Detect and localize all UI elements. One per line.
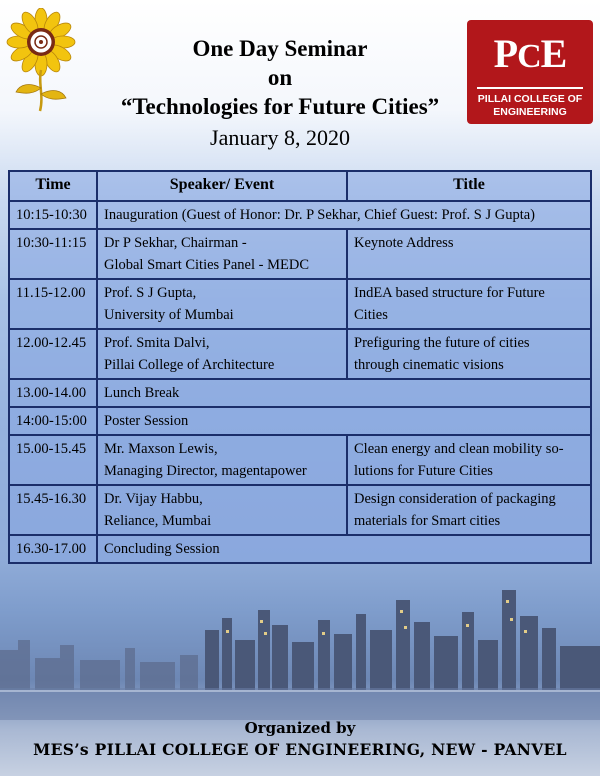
row-speaker: Dr P Sekhar, Chairman - Global Smart Cities Panel - MEDC	[97, 229, 347, 279]
sunflower-emblem-icon	[6, 8, 76, 112]
seminar-title-line1: One Day Seminar	[192, 36, 368, 61]
table-header-row	[9, 171, 591, 201]
row-event: Concluding Session	[97, 535, 591, 563]
college-logo	[467, 20, 593, 124]
row-time: 11.15-12.00	[9, 279, 97, 329]
city-skyline-image	[0, 570, 600, 720]
organizer-footer	[0, 717, 600, 761]
seminar-date: January 8, 2020	[210, 125, 350, 150]
organized-by-label: Organized by	[244, 719, 356, 737]
row-title: Prefiguring the future of cities through cinematic visions	[347, 329, 591, 379]
row-event: Poster Session	[97, 407, 591, 435]
logo-name: PILLAI COLLEGE OF ENGINEERING	[477, 87, 583, 119]
table-row	[9, 229, 591, 279]
table-row	[9, 379, 591, 407]
header-title: Title	[347, 171, 591, 201]
row-time: 16.30-17.00	[9, 535, 97, 563]
logo-mark: PCE	[493, 31, 567, 76]
row-time: 15.45-16.30	[9, 485, 97, 535]
organizer-name: MES’s PILLAI COLLEGE OF ENGINEERING, NEW - PANVEL	[33, 740, 567, 759]
row-speaker: Prof. Smita Dalvi, Pillai College of Architecture	[97, 329, 347, 379]
table-row	[9, 407, 591, 435]
header-time: Time	[9, 171, 97, 201]
table-row	[9, 201, 591, 229]
row-event: Lunch Break	[97, 379, 591, 407]
row-speaker: Prof. S J Gupta, University of Mumbai	[97, 279, 347, 329]
row-title: Keynote Address	[347, 229, 591, 279]
table-row	[9, 535, 591, 563]
row-time: 13.00-14.00	[9, 379, 97, 407]
row-title: Clean energy and clean mobility so- lutions for Future Cities	[347, 435, 591, 485]
row-time: 10:15-10:30	[9, 201, 97, 229]
row-event: Inauguration (Guest of Honor: Dr. P Sekhar, Chief Guest: Prof. S J Gupta)	[97, 201, 591, 229]
schedule-table	[8, 170, 592, 564]
table-row	[9, 485, 591, 535]
row-time: 12.00-12.45	[9, 329, 97, 379]
row-time: 14:00-15:00	[9, 407, 97, 435]
row-speaker: Dr. Vijay Habbu, Reliance, Mumbai	[97, 485, 347, 535]
table-row	[9, 329, 591, 379]
seminar-title-line3: “Technologies for Future Cities”	[120, 94, 440, 119]
row-title: Design consideration of packaging materials for Smart cities	[347, 485, 591, 535]
row-time: 15.00-15.45	[9, 435, 97, 485]
row-title: IndEA based structure for Future Cities	[347, 279, 591, 329]
row-time: 10:30-11:15	[9, 229, 97, 279]
table-row	[9, 435, 591, 485]
header-speaker: Speaker/ Event	[97, 171, 347, 201]
seminar-header	[120, 34, 440, 152]
row-speaker: Mr. Maxson Lewis, Managing Director, magentapower	[97, 435, 347, 485]
seminar-title-line2: on	[267, 65, 293, 90]
table-row	[9, 279, 591, 329]
